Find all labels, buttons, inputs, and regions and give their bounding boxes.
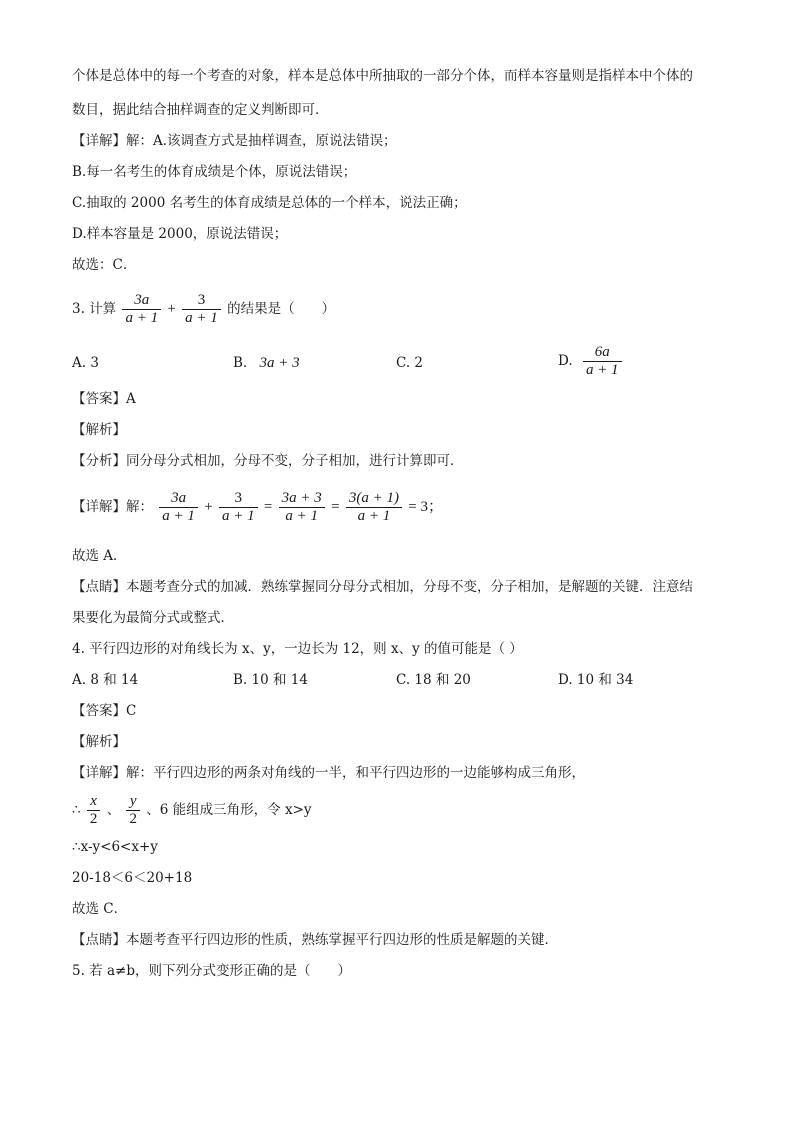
fraction — [122, 292, 161, 327]
fraction-numerator: 3 — [234, 490, 243, 506]
fraction — [87, 793, 101, 828]
text-line: C.抽取的 2000 名考生的体育成绩是总体的一个样本，说法正确； — [72, 195, 467, 211]
fraction-denominator: a + 1 — [583, 361, 622, 379]
fraction-numerator: y — [129, 793, 137, 809]
analysis-text: 【分析】同分母分式相加，分母不变，分子相加，进行计算即可． — [72, 453, 464, 469]
question-3-suffix: 的结果是（ ） — [227, 301, 336, 317]
option-a: A. 3 — [72, 355, 99, 371]
text-line: D.样本容量是 2000，原说法错误； — [72, 226, 288, 242]
analysis-label: 【解析】 — [72, 422, 126, 438]
fraction-numerator: 3a + 3 — [281, 490, 322, 506]
option-b: B. 10 和 14 — [233, 672, 308, 688]
question-5-stem: 5. 若 a≠b，则下列分式变形正确的是（ ） — [72, 963, 351, 979]
answer-label: 【答案】A — [72, 391, 136, 407]
answer-label: 【答案】C — [72, 703, 137, 719]
plus-sign: + — [204, 499, 213, 515]
equals-sign: = — [331, 499, 340, 515]
equals-sign: = — [263, 499, 273, 515]
therefore-line: ∴x-y<6<x+y — [72, 839, 158, 855]
detail-text: 【详解】解：平行四边形的两条对角线的一半，和平行四边形的一边能够构成三角形， — [72, 765, 585, 781]
fraction — [279, 490, 325, 525]
fraction-numerator: 6a — [594, 344, 610, 360]
fraction-denominator: a + 1 — [182, 309, 221, 327]
fraction-denominator: a + 1 — [219, 507, 258, 525]
fraction-numerator: 3 — [197, 292, 206, 308]
fraction-numerator: 3a — [134, 292, 150, 308]
text-line: 数目，据此结合抽样调查的定义判断即可． — [72, 102, 329, 118]
option-c: C. 18 和 20 — [396, 672, 471, 688]
fraction-numerator: 3a — [171, 490, 187, 506]
fraction-denominator: a + 1 — [279, 507, 325, 525]
fraction-denominator: 2 — [87, 810, 101, 828]
therefore-suffix: 、6 能组成三角形，令 x>y — [146, 802, 312, 818]
question-4-stem: 4. 平行四边形的对角线长为 x、y，一边长为 12，则 x、y 的值可能是（ ） — [72, 641, 523, 657]
fraction-denominator: 2 — [126, 810, 140, 828]
therefore-line — [72, 793, 312, 828]
therefore-symbol: ∴ — [72, 802, 81, 818]
fraction — [182, 292, 221, 327]
fraction — [583, 344, 622, 379]
fraction — [126, 793, 140, 828]
detail-equation — [72, 490, 443, 525]
fraction — [346, 490, 402, 525]
fraction — [219, 490, 258, 525]
option-d: D. 10 和 34 — [558, 672, 634, 688]
fraction-denominator: a + 1 — [159, 507, 198, 525]
choose-line: 故选 A． — [72, 548, 127, 564]
comment-line: 【点睛】本题考查分式的加减．熟练掌握同分母分式相加，分母不变，分子相加，是解题的关键．注意结 — [72, 579, 693, 595]
result: = 3； — [408, 499, 443, 515]
fraction — [159, 490, 198, 525]
option-d-label: D. — [558, 353, 573, 369]
fraction-denominator: a + 1 — [346, 507, 402, 525]
question-3-prefix: 3. 计算 — [72, 301, 117, 317]
option-a: A. 8 和 14 — [72, 672, 139, 688]
text-line: 故选：C． — [72, 257, 137, 273]
fraction-denominator: a + 1 — [122, 309, 161, 327]
option-d — [558, 344, 624, 379]
option-b-label: B. — [233, 355, 248, 371]
question-3-stem — [72, 292, 335, 327]
detail-prefix: 【详解】解： — [72, 499, 153, 515]
fraction-numerator: x — [90, 793, 97, 809]
separator: 、 — [106, 802, 121, 818]
comment-line: 果要化为最简分式或整式． — [72, 610, 234, 626]
fraction-numerator: 3(a + 1) — [348, 490, 399, 506]
option-c: C. 2 — [396, 355, 424, 371]
comment-line: 【点睛】本题考查平行四边形的性质，熟练掌握平行四边形的性质是解题的关键． — [72, 932, 558, 948]
option-b — [233, 354, 300, 372]
choose-line: 故选 C． — [72, 901, 128, 917]
option-b-value: 3a + 3 — [259, 355, 300, 371]
inequality-line: 20-18＜6＜20+18 — [72, 870, 193, 886]
text-line: 个体是总体中的每一个考查的对象，样本是总体中所抽取的一部分个体，而样本容量则是指样本中个体的 — [72, 68, 693, 84]
text-line: 【详解】解：A.该调查方式是抽样调查，原说法错误； — [72, 133, 397, 149]
text-line: B.每一名考生的体育成绩是个体，原说法错误； — [72, 164, 357, 180]
analysis-label: 【解析】 — [72, 734, 126, 750]
plus-sign: + — [167, 301, 176, 317]
